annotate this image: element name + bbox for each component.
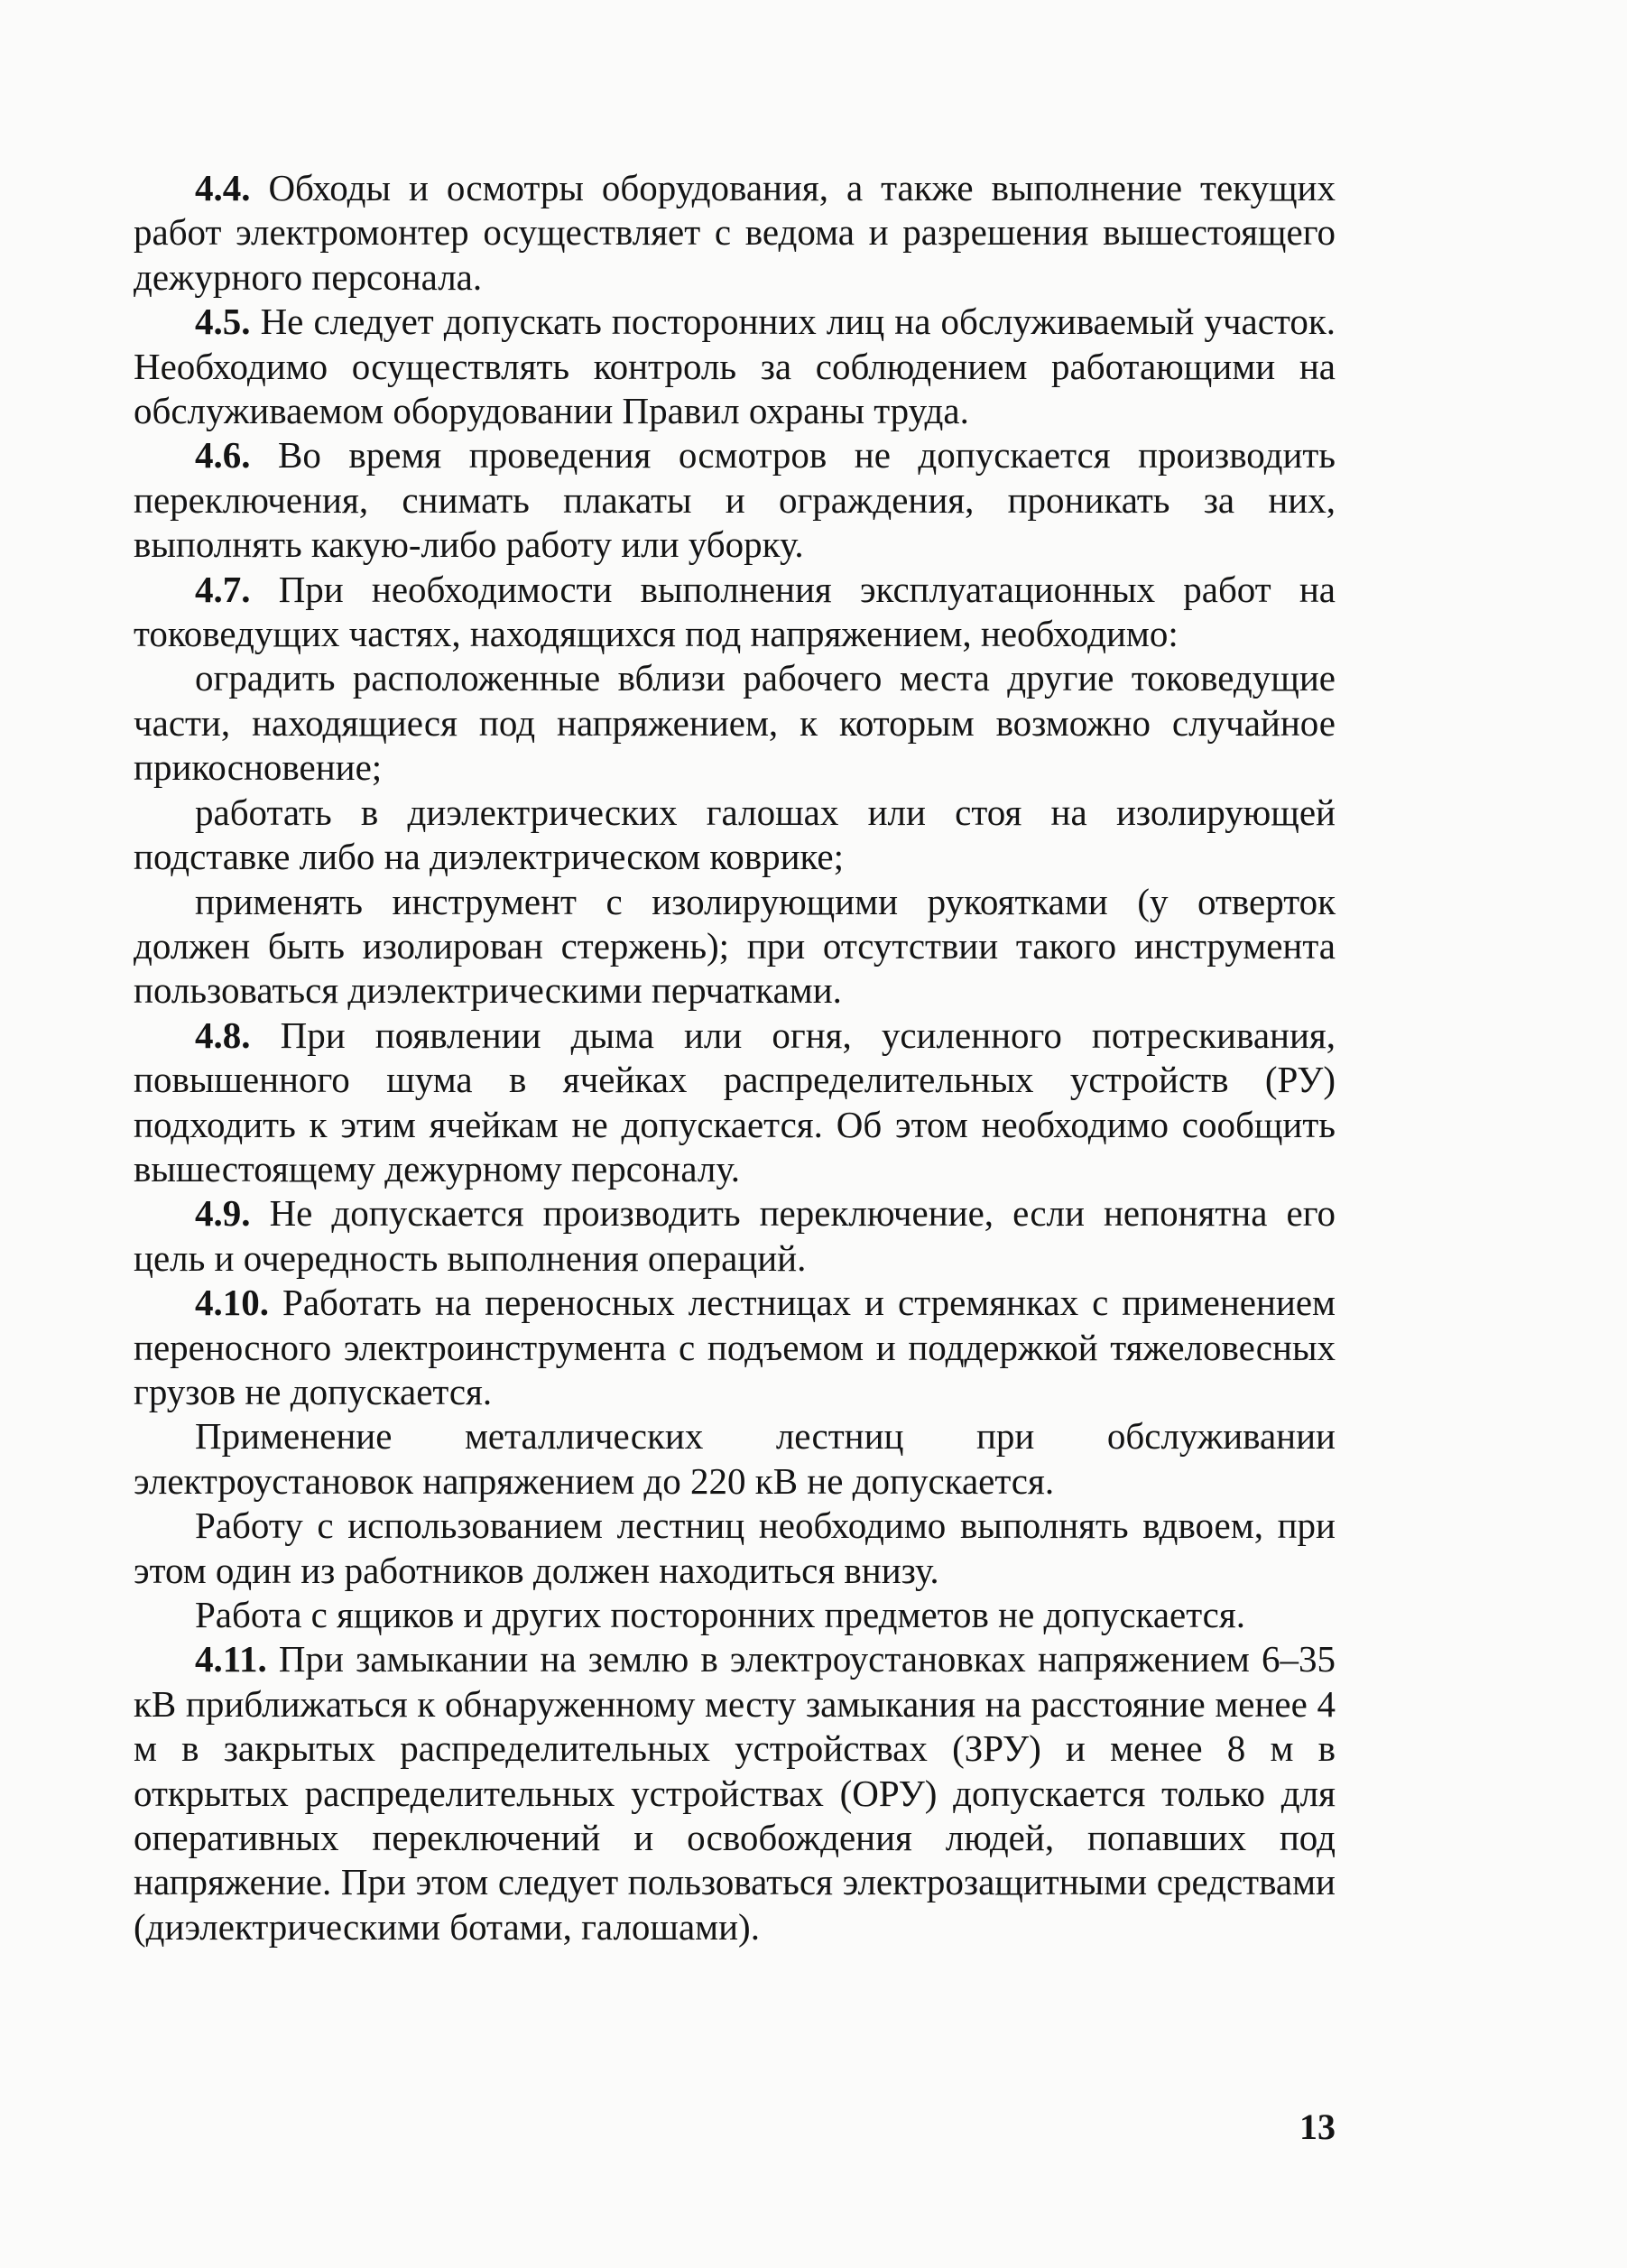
paragraph-4-10 bbox=[134, 1281, 1336, 1414]
list-item-dielectric-galoshes bbox=[134, 791, 1336, 880]
paragraph-boxes bbox=[134, 1593, 1336, 1637]
clause-number: 4.5. bbox=[195, 301, 251, 343]
clause-number: 4.4. bbox=[195, 167, 251, 208]
clause-number: 4.9. bbox=[195, 1192, 251, 1235]
paragraph-text: При замыкании на землю в электроустановках напряжением 6–35 кВ приближаться к обнаруженному месту замыкания на расстояние менее 4 м в закрытых распределительных устройствах (ЗРУ) и менее 8 м в открытых распределительных устройствах (ОРУ) допускается только для оперативных переключений и освобождения людей, попавших под напряжение. При этом следует пользоваться электрозащитными средствами (диэлектрическими ботами, галошами). bbox=[134, 1638, 1336, 1948]
clause-number: 4.11. bbox=[195, 1638, 267, 1680]
paragraph-text: Работа с ящиков и других посторонних предметов не допускается. bbox=[195, 1594, 1245, 1635]
paragraph-4-11 bbox=[134, 1637, 1336, 1949]
paragraph-4-9 bbox=[134, 1191, 1336, 1281]
clause-number: 4.10. bbox=[195, 1282, 269, 1324]
paragraph-text: Не следует допускать посторонних лиц на обслуживаемый участок. Необходимо осуществлять контроль за соблюдением работающими на обслуживаемом оборудовании Правил охраны труда. bbox=[134, 301, 1336, 432]
paragraph-metal-ladders bbox=[134, 1414, 1336, 1504]
paragraph-text: Работу с использованием лестниц необходимо выполнять вдвоем, при этом один из работников должен находиться внизу. bbox=[134, 1504, 1336, 1591]
body-text bbox=[134, 166, 1336, 1949]
clause-number: 4.6. bbox=[195, 434, 251, 477]
clause-number: 4.8. bbox=[195, 1014, 251, 1056]
paragraph-text: Не допускается производить переключение, если непонятна его цель и очередность выполнения операций. bbox=[134, 1192, 1336, 1279]
list-item-fence-parts bbox=[134, 656, 1336, 790]
paragraph-text: Обходы и осмотры оборудования, а также выполнение текущих работ электромонтер осуществляет с ведома и разрешения вышестоящего дежурного персонала. bbox=[134, 167, 1336, 298]
paragraph-text: При необходимости выполнения эксплуатационных работ на токоведущих частях, находящихся под напряжением, необходимо: bbox=[134, 568, 1336, 655]
paragraph-4-8 bbox=[134, 1014, 1336, 1192]
paragraph-4-4 bbox=[134, 166, 1336, 300]
list-item-insulated-tools bbox=[134, 880, 1336, 1014]
clause-number: 4.7. bbox=[195, 568, 251, 610]
paragraph-ladder-two-people bbox=[134, 1504, 1336, 1593]
page-number: 13 bbox=[1299, 2106, 1336, 2147]
paragraph-4-7 bbox=[134, 568, 1336, 657]
paragraph-text: Работать на переносных лестницах и стремянках с применением переносного электроинструмента с подъемом и поддержкой тяжеловесных грузов не допускается. bbox=[134, 1282, 1336, 1412]
paragraph-text: оградить расположенные вблизи рабочего места другие токоведущие части, находящиеся под напряжением, к которым возможно случайное прикосновение; bbox=[134, 657, 1336, 789]
paragraph-4-6 bbox=[134, 433, 1336, 567]
paragraph-text: применять инструмент с изолирующими рукоятками (у отверток должен быть изолирован стержень); при отсутствии такого инструмента пользоваться диэлектрическими перчатками. bbox=[134, 880, 1336, 1012]
paragraph-text: работать в диэлектрических галошах или стоя на изолирующей подставке либо на диэлектрическом коврике; bbox=[134, 791, 1336, 878]
paragraph-4-5 bbox=[134, 300, 1336, 433]
paragraph-text: Применение металлических лестниц при обслуживании электроустановок напряжением до 220 кВ не допускается. bbox=[134, 1415, 1336, 1502]
paragraph-text: Во время проведения осмотров не допускается производить переключения, снимать плакаты и ограждения, проникать за них, выполнять какую-либо работу или уборку. bbox=[134, 434, 1336, 566]
paragraph-text: При появлении дыма или огня, усиленного потрескивания, повышенного шума в ячейках распределительных устройств (РУ) подходить к этим ячейкам не допускается. Об этом необходимо сообщить вышестоящему дежурному персоналу. bbox=[134, 1014, 1336, 1190]
